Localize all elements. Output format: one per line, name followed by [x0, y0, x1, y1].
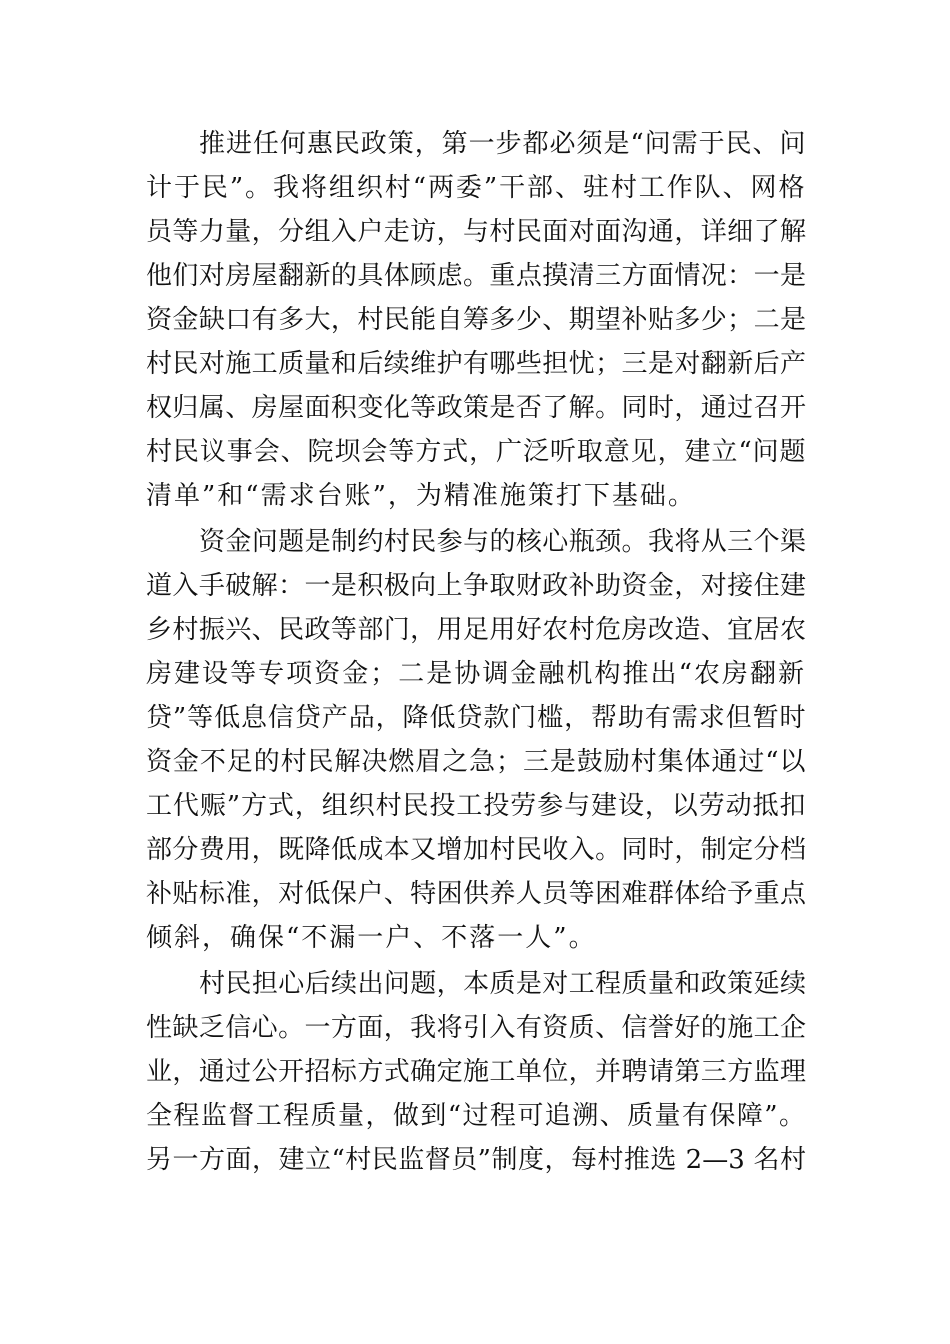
text-line: 另一方面，建立“村民监督员”制度，每村推选 2—3 名村	[146, 1145, 806, 1175]
text-line: 倾斜，确保“不漏一户、不落一人”。	[146, 923, 597, 953]
text-line: 计于民”。我将组织村“两委”干部、驻村工作队、网格	[146, 173, 806, 203]
text-line: 补贴标准，对低保户、特困供养人员等困难群体给予重点	[146, 879, 806, 909]
text-line: 村民担心后续出问题，本质是对工程质量和政策延续	[199, 969, 806, 999]
text-line: 推进任何惠民政策，第一步都必须是“问需于民、问	[199, 129, 806, 159]
text-line: 部分费用，既降低成本又增加村民收入。同时，制定分档	[146, 835, 806, 865]
text-line: 房建设等专项资金；二是协调金融机构推出“农房翻新	[146, 659, 806, 689]
text-line: 他们对房屋翻新的具体顾虑。重点摸清三方面情况：一是	[146, 261, 806, 291]
text-line: 道入手破解：一是积极向上争取财政补助资金，对接住建	[146, 571, 806, 601]
text-line: 资金问题是制约村民参与的核心瓶颈。我将从三个渠	[199, 527, 806, 557]
text-line: 业，通过公开招标方式确定施工单位，并聘请第三方监理	[146, 1057, 806, 1087]
text-line: 工代赈”方式，组织村民投工投劳参与建设，以劳动抵扣	[146, 791, 806, 821]
text-line: 资金不足的村民解决燃眉之急；三是鼓励村集体通过“以	[146, 747, 806, 777]
text-line: 性缺乏信心。一方面，我将引入有资质、信誉好的施工企	[146, 1013, 806, 1043]
text-line: 资金缺口有多大，村民能自筹多少、期望补贴多少；二是	[146, 305, 806, 335]
text-line: 村民对施工质量和后续维护有哪些担忧；三是对翻新后产	[146, 349, 806, 379]
text-line: 权归属、房屋面积变化等政策是否了解。同时，通过召开	[146, 393, 806, 423]
text-line: 乡村振兴、民政等部门，用足用好农村危房改造、宜居农	[146, 615, 806, 645]
text-line: 村民议事会、院坝会等方式，广泛听取意见，建立“问题	[146, 437, 806, 467]
text-line: 员等力量，分组入户走访，与村民面对面沟通，详细了解	[146, 217, 806, 247]
text-line: 全程监督工程质量，做到“过程可追溯、质量有保障”。	[146, 1101, 806, 1131]
text-line: 清单”和“需求台账”，为精准施策打下基础。	[146, 481, 696, 511]
text-line: 贷”等低息信贷产品，降低贷款门槛，帮助有需求但暂时	[146, 703, 806, 733]
